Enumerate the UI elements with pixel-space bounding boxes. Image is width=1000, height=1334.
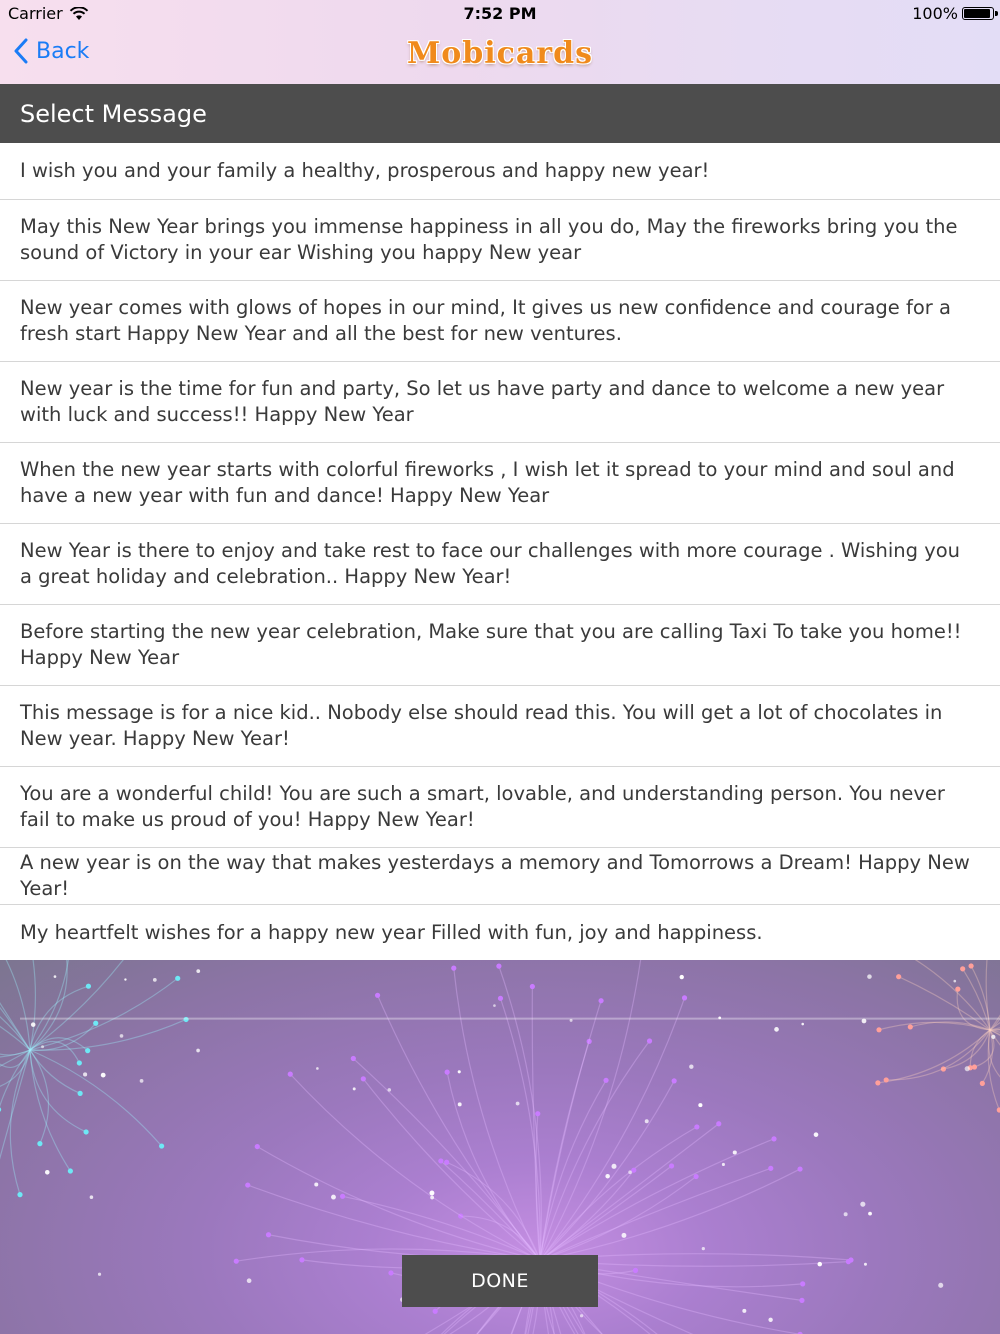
- message-item[interactable]: [0, 905, 1000, 961]
- firework-trail: [30, 960, 71, 1050]
- message-item[interactable]: [0, 524, 1000, 605]
- star-sparkle: [316, 1067, 319, 1070]
- firework-trail: [30, 1023, 96, 1050]
- firework-trail: [540, 1139, 774, 1260]
- battery-percent: 100%: [912, 4, 958, 23]
- firework-spark: [800, 1281, 805, 1286]
- star-sparkle: [645, 1119, 649, 1123]
- star-sparkle: [605, 1174, 610, 1179]
- star-sparkle: [860, 1202, 865, 1207]
- firework-trail: [30, 1019, 186, 1050]
- firework-spark: [175, 976, 180, 981]
- star-sparkle: [83, 1072, 87, 1076]
- star-sparkle: [314, 1182, 318, 1186]
- message-text: A new year is on the way that makes yesterdays a memory and Tomorrows a Dream! Happy New Year!: [20, 851, 970, 900]
- battery-level-fill: [964, 9, 990, 18]
- firework-trail: [30, 1050, 49, 1144]
- star-sparkle: [622, 1233, 627, 1238]
- star-sparkle: [801, 1023, 804, 1026]
- star-sparkle: [120, 1034, 124, 1038]
- star-sparkle: [680, 975, 684, 979]
- firework-spark: [266, 1232, 271, 1237]
- message-text: My heartfelt wishes for a happy new year Filled with fun, joy and happiness.: [20, 921, 763, 944]
- message-text: New year is the time for fun and party, So let us have party and dance to welcome a new year with luck and success!! Happy New Year: [20, 377, 945, 426]
- firework-spark: [498, 996, 503, 1001]
- firework-spark: [672, 1078, 677, 1083]
- firework-trail: [378, 995, 540, 1260]
- firework-spark: [68, 1168, 73, 1173]
- star-sparkle: [628, 1170, 632, 1174]
- battery-indicator: [912, 4, 994, 23]
- message-item[interactable]: [0, 143, 1000, 200]
- firework-spark: [299, 1257, 304, 1262]
- firework-spark: [361, 1076, 366, 1081]
- message-list: [0, 143, 1000, 961]
- firework-spark: [875, 1080, 880, 1085]
- star-sparkle: [353, 1087, 356, 1090]
- firework-spark: [603, 1078, 608, 1083]
- firework-spark: [968, 963, 973, 968]
- star-sparkle: [844, 1212, 848, 1216]
- message-text: I wish you and your family a healthy, prosperous and happy new year!: [20, 159, 710, 182]
- star-sparkle: [101, 1073, 106, 1078]
- firework-spark: [84, 1129, 89, 1134]
- star-sparkle: [90, 1195, 94, 1199]
- star-sparkle: [196, 1049, 200, 1053]
- star-sparkle: [429, 1191, 434, 1196]
- message-item[interactable]: [0, 443, 1000, 524]
- firework-spark: [771, 1136, 776, 1141]
- star-sparkle: [953, 980, 956, 983]
- star-sparkle: [991, 1035, 995, 1039]
- star-sparkle: [140, 1079, 144, 1083]
- firework-spark: [85, 1048, 90, 1053]
- message-item[interactable]: [0, 848, 1000, 905]
- firework-spark: [633, 1268, 638, 1273]
- firework-spark: [876, 1027, 881, 1032]
- firework-spark: [0, 1107, 1, 1112]
- back-label: Back: [36, 38, 90, 64]
- firework-spark: [960, 966, 965, 971]
- firework-spark: [797, 1166, 802, 1171]
- firework-spark: [17, 1192, 22, 1197]
- firework-spark: [451, 966, 456, 971]
- firework-spark: [682, 995, 687, 1000]
- firework-trail: [0, 1044, 30, 1055]
- message-item[interactable]: [0, 362, 1000, 443]
- message-text: This message is for a nice kid.. Nobody else should read this. You will get a lot of chocolates in New year. Happy New Year!: [20, 701, 943, 750]
- firework-spark: [445, 1070, 450, 1075]
- firework-trail: [0, 960, 30, 1050]
- firework-spark: [598, 998, 603, 1003]
- star-sparkle: [938, 1283, 943, 1288]
- star-sparkle: [742, 1309, 746, 1313]
- firework-spark: [340, 1194, 345, 1199]
- star-sparkle: [814, 1132, 819, 1137]
- star-sparkle: [868, 1212, 872, 1216]
- star-sparkle: [458, 1102, 462, 1106]
- message-text: May this New Year brings you immense happiness in all you do, May the fireworks bring you the sound of Victory in your ear Wishing you happy New year: [20, 215, 958, 264]
- star-sparkle: [45, 1170, 50, 1175]
- firework-trail: [290, 1074, 540, 1260]
- firework-spark: [245, 1182, 250, 1187]
- firework-spark: [716, 1121, 721, 1126]
- done-button[interactable]: [402, 1255, 598, 1307]
- message-text: New Year is there to enjoy and take rest to face our challenges with more courage . Wishing you a great holiday and celebration.. Happy New Year!: [20, 539, 961, 588]
- firework-spark: [846, 1259, 851, 1264]
- star-sparkle: [516, 1102, 520, 1106]
- star-sparkle: [867, 974, 872, 979]
- firework-spark: [693, 1174, 698, 1179]
- firework-spark: [255, 1144, 260, 1149]
- firework-spark: [535, 1111, 540, 1116]
- firework-spark: [884, 1077, 889, 1082]
- star-sparkle: [196, 969, 200, 973]
- firework-spark: [647, 1038, 652, 1043]
- done-label: DONE: [471, 1270, 529, 1292]
- firework-spark: [799, 1298, 804, 1303]
- star-sparkle: [698, 1103, 702, 1107]
- firework-spark: [234, 1259, 239, 1264]
- star-sparkle: [965, 1066, 970, 1071]
- firework-spark: [496, 964, 501, 969]
- battery-icon: [962, 7, 994, 20]
- firework-spark: [86, 984, 91, 989]
- firework-spark: [955, 987, 960, 992]
- star-sparkle: [864, 1263, 867, 1266]
- carrier-label: Carrier: [8, 4, 63, 23]
- firework-spark: [375, 993, 380, 998]
- message-item[interactable]: [0, 281, 1000, 362]
- message-text: New year comes with glows of hopes in our mind, It gives us new confidence and courage for a fresh start Happy New Year and all the best for new ventures.: [20, 296, 951, 345]
- firework-spark: [896, 974, 901, 979]
- firework-spark: [631, 1168, 636, 1173]
- firework-spark: [768, 1166, 773, 1171]
- star-sparkle: [247, 1278, 252, 1283]
- star-sparkle: [31, 1022, 36, 1027]
- firework-spark: [159, 1143, 164, 1148]
- star-sparkle: [818, 1262, 823, 1267]
- firework-spark: [980, 1081, 985, 1086]
- star-sparkle: [580, 1314, 583, 1317]
- message-text: Before starting the new year celebration, Make sure that you are calling Taxi To take you home!! Happy New Year: [20, 620, 962, 669]
- star-sparkle: [611, 1164, 616, 1169]
- firework-trail: [30, 1050, 70, 1171]
- message-text: You are a wonderful child! You are such a smart, lovable, and understanding person. You never fail to make us proud of you! Happy New Year!: [20, 782, 945, 831]
- star-sparkle: [98, 1273, 101, 1276]
- firework-spark: [77, 1060, 82, 1065]
- firework-spark: [388, 1270, 393, 1275]
- star-sparkle: [54, 975, 57, 978]
- star-sparkle: [458, 1070, 461, 1073]
- message-item[interactable]: [0, 200, 1000, 281]
- message-item[interactable]: [0, 605, 1000, 686]
- firework-trail: [0, 960, 30, 1050]
- star-sparkle: [493, 1004, 496, 1007]
- firework-spark: [694, 1124, 699, 1129]
- firework-trail: [540, 1169, 800, 1260]
- firework-spark: [78, 1091, 83, 1096]
- star-sparkle: [430, 1196, 434, 1200]
- firework-spark: [669, 1163, 674, 1168]
- firework-spark: [530, 984, 535, 989]
- star-sparkle: [153, 978, 157, 982]
- message-text: When the new year starts with colorful fireworks , I wish let it spread to your mind and soul and have a new year with fun and dance! Happy New Year: [20, 458, 955, 507]
- star-sparkle: [689, 1065, 693, 1069]
- firework-spark: [908, 1024, 913, 1029]
- star-sparkle: [388, 1088, 392, 1092]
- firework-trail: [540, 998, 685, 1260]
- firework-trail: [540, 1124, 719, 1260]
- firework-spark: [37, 1141, 42, 1146]
- firework-trail: [363, 1079, 540, 1260]
- star-sparkle: [768, 1318, 772, 1322]
- app-logo: Mobicards: [407, 36, 593, 71]
- star-sparkle: [41, 1045, 44, 1048]
- star-sparkle: [702, 1247, 705, 1250]
- star-sparkle: [124, 978, 126, 980]
- firework-spark: [93, 1021, 98, 1026]
- star-sparkle: [733, 1150, 737, 1154]
- message-item[interactable]: [0, 686, 1000, 767]
- firework-spark: [433, 1309, 438, 1314]
- firework-spark: [438, 1158, 443, 1163]
- firework-spark: [288, 1072, 293, 1077]
- section-title: Select Message: [20, 99, 207, 128]
- star-sparkle: [774, 1027, 779, 1032]
- firework-trail: [989, 1030, 1000, 1092]
- firework-spark: [351, 1056, 356, 1061]
- status-time: 7:52 PM: [463, 4, 537, 23]
- status-bar: [0, 0, 1000, 28]
- star-sparkle: [722, 1163, 725, 1166]
- star-sparkle: [331, 1195, 336, 1200]
- firework-trail: [878, 1030, 990, 1083]
- message-item[interactable]: [0, 767, 1000, 848]
- section-header: [0, 84, 1000, 143]
